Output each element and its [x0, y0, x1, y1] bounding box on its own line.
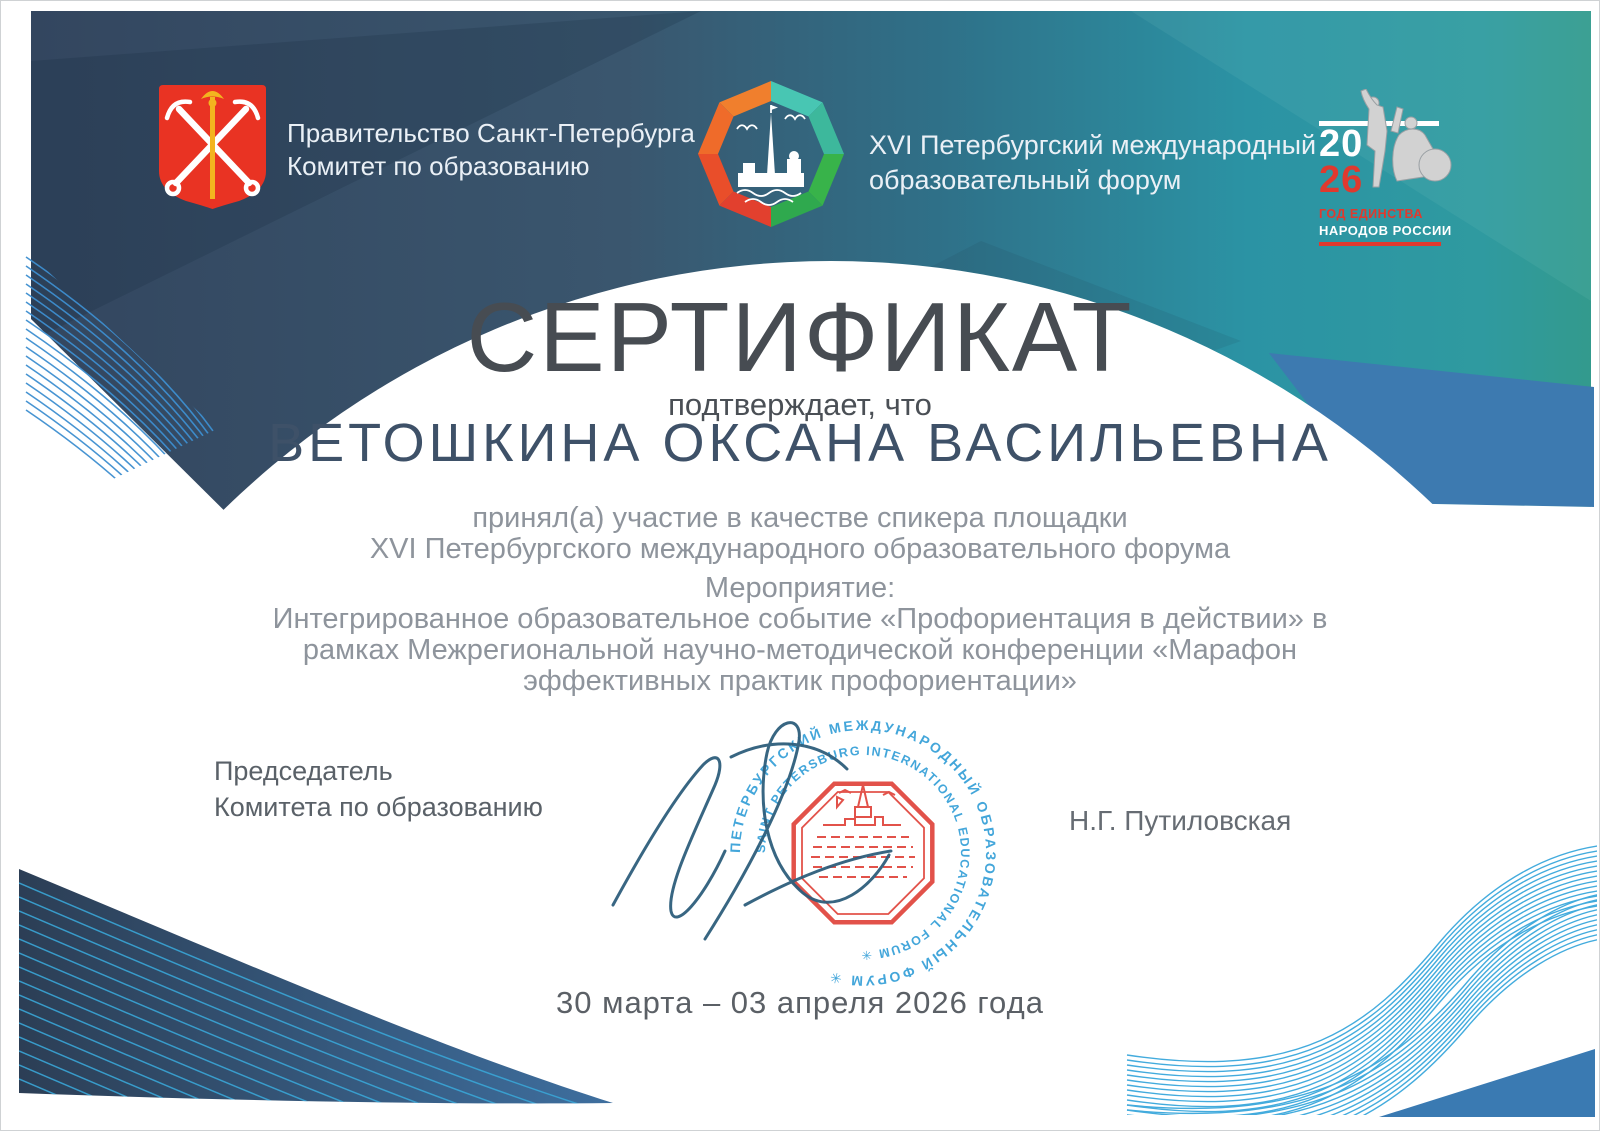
- year-digits-20: 20: [1319, 123, 1364, 165]
- minin-pozharsky-statue-icon: [1349, 89, 1453, 207]
- forum-line1: XVI Петербургский международный: [869, 130, 1317, 160]
- recipient-name: ВЕТОШКИНА ОКСАНА ВАСИЛЬЕВНА: [268, 413, 1332, 473]
- stamp-ring-text-en: SAINT PETERSBURG INTERNATIONAL EDUCATIONAL FORUM ✳: [753, 743, 973, 963]
- confirm-line: подтверждает, что: [668, 387, 932, 422]
- event-line1: Интегрированное образовательное событие «Профориентация в действии» в: [272, 603, 1328, 635]
- forum-label: [869, 128, 1316, 198]
- year-2026-logo: [1297, 89, 1457, 251]
- year-digits-26: 26: [1319, 159, 1364, 201]
- event-line3: эффективных практик профориентации»: [523, 665, 1077, 697]
- participation-block: [21, 503, 1579, 697]
- certificate-title: СЕРТИФИКАТ: [466, 282, 1134, 392]
- event-line2: рамках Межрегиональной научно-методической конференции «Марафон: [302, 634, 1298, 666]
- government-line2: Комитет по образованию: [287, 151, 590, 181]
- year-caption-line2: НАРОДОВ РОССИИ: [1319, 223, 1452, 238]
- event-label: Мероприятие:: [704, 572, 896, 604]
- government-label: [287, 117, 695, 183]
- year-logo-bottom-bar: [1319, 242, 1441, 246]
- signer-title-line2: Комитета по образованию: [214, 792, 543, 822]
- signer-title: [214, 753, 543, 825]
- government-line1: Правительство Санкт-Петербурга: [287, 118, 695, 148]
- forum-line2: образовательный форум: [869, 165, 1182, 195]
- event-date-range: 30 марта – 03 апреля 2026 года: [556, 985, 1044, 1020]
- signer-name: Н.Г. Путиловская: [1069, 805, 1292, 836]
- participation-line2: XVI Петербургского международного образовательного форума: [369, 533, 1231, 565]
- signer-title-line1: Председатель: [214, 756, 393, 786]
- year-caption-line1: ГОД ЕДИНСТВА: [1319, 207, 1423, 221]
- spb-coat-of-arms-icon: [159, 85, 266, 209]
- participation-line1: принял(а) участие в качестве спикера площадки: [472, 502, 1128, 534]
- stamp-ring-text-ru: ПЕТЕРБУРГСКИЙ МЕЖДУНАРОДНЫЙ ОБРАЗОВАТЕЛЬНЫЙ ФОРУМ ✳: [726, 716, 1000, 990]
